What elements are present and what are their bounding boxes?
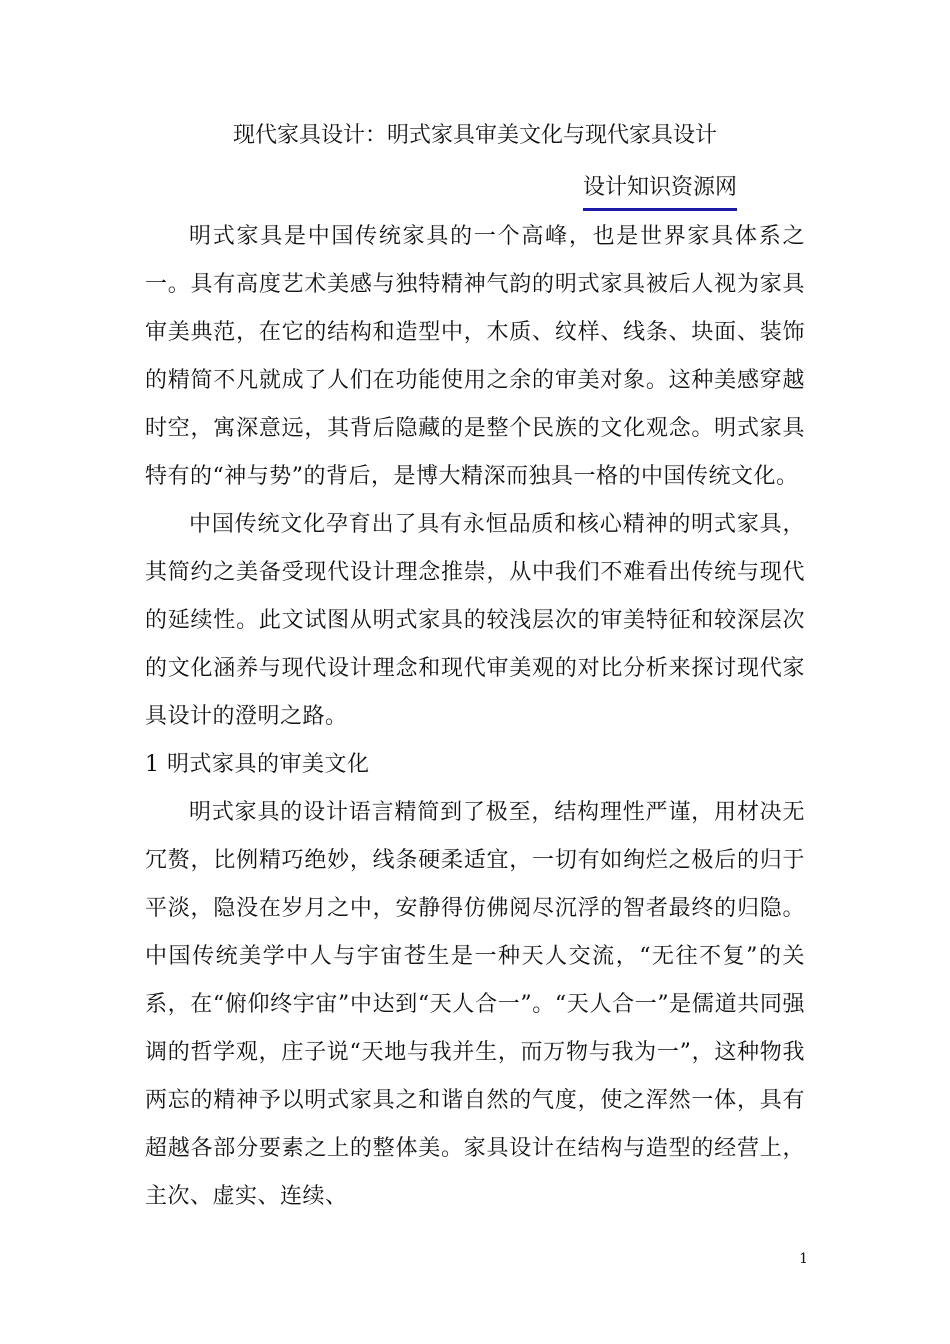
paragraph-purpose: 中国传统文化孕育出了具有永恒品质和核心精神的明式家具，其简约之美备受现代设计理念推崇，从中我们不难看出传统与现代的延续性。此文试图从明式家具的较浅层次的审美特征和较深层次的文化涵养与现代设计理念和现代审美观的对比分析来探讨现代家具设计的澄明之路。: [145, 512, 805, 729]
section-heading: 1 明式家具的审美文化: [145, 752, 370, 777]
source-link[interactable]: 设计知识资源网: [583, 170, 737, 211]
paragraph-section-1: 明式家具的设计语言精简到了极至，结构理性严谨，用材决无冗赘，比例精巧绝妙，线条硬柔适宜，一切有如绚烂之极后的归于平淡，隐没在岁月之中，安静得仿佛阅尽沉浮的智者最终的归隐。中国传统美学中人与宇宙苍生是一种天人交流，“无往不复”的关系，在“俯仰终宇宙”中达到“天人合一”。“天人合一”是儒道共同强调的哲学观，庄子说“天地与我并生，而万物与我为一”，这种物我两忘的精神予以明式家具之和谐自然的气度，使之浑然一体，具有超越各部分要素之上的整体美。家具设计在结构与造型的经营上，主次、虚实、连续、: [145, 800, 806, 1209]
paragraph-intro: 明式家具是中国传统家具的一个高峰，也是世界家具体系之一。具有高度艺术美感与独特精神气韵的明式家具被后人视为家具审美典范，在它的结构和造型中，木质、纹样、线条、块面、装饰的精简不凡就成了人们在功能使用之余的审美对象。这种美感穿越时空，寓深意远，其背后隐藏的是整个民族的文化观念。明式家具特有的“神与势”的背后，是博大精深而独具一格的中国传统文化。: [145, 224, 805, 489]
page-number: 1: [799, 1251, 808, 1267]
document-title: 现代家具设计：明式家具审美文化与现代家具设计: [232, 123, 717, 148]
document-body: [145, 213, 805, 1221]
